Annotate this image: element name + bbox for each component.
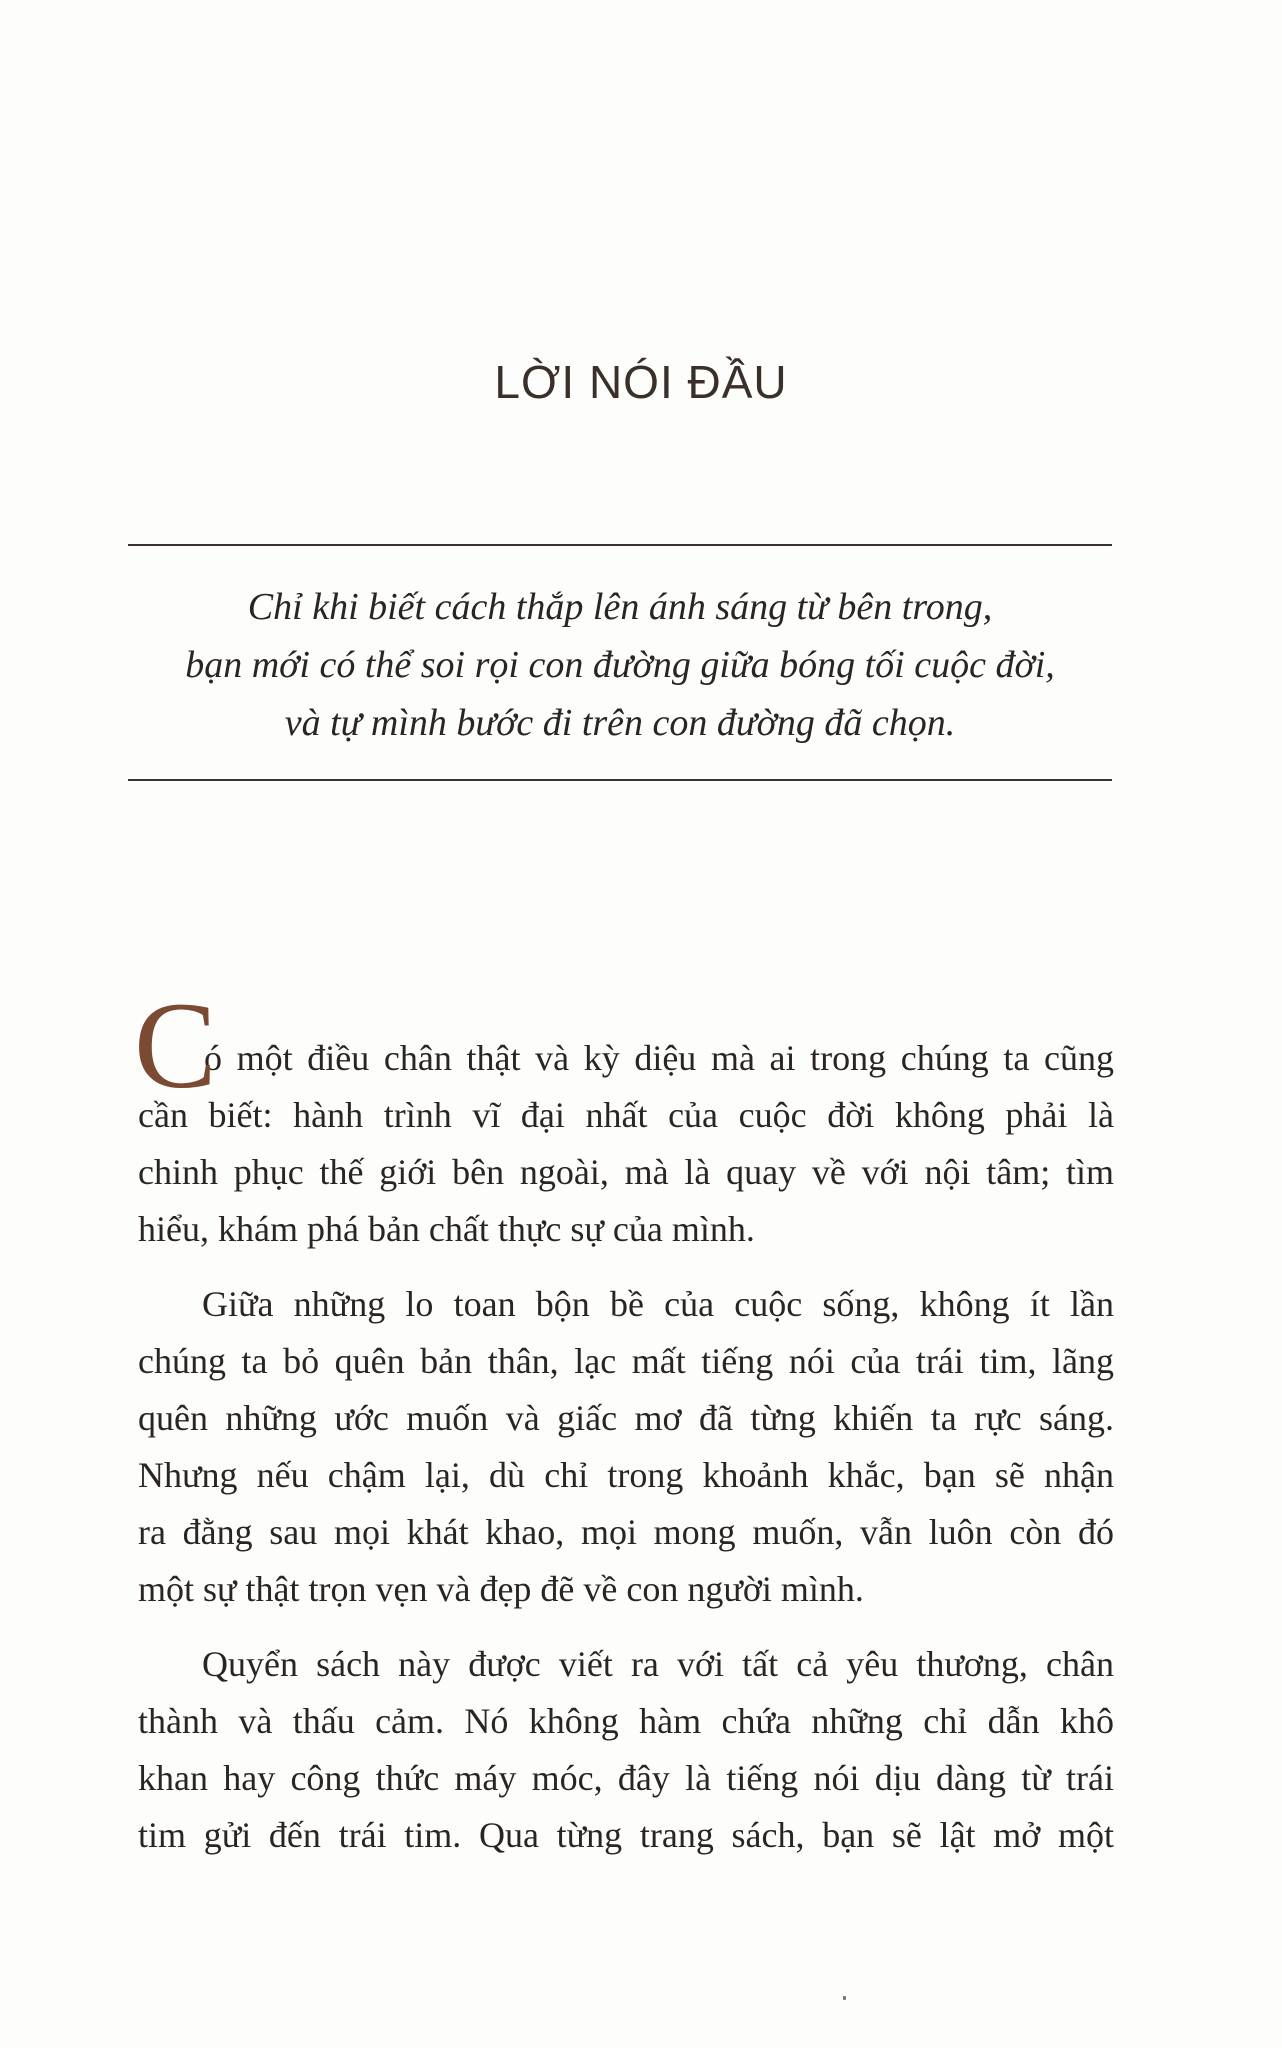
text-line: Nhưng nếu chậm lại, dù chỉ trong khoảnh khắc, bạn sẽ nhận — [138, 1455, 1114, 1495]
print-speck — [843, 1996, 846, 2000]
text-line: chúng ta bỏ quên bản thân, lạc mất tiếng nói của trái tim, lãng — [138, 1341, 1114, 1381]
chapter-title: LỜI NÓI ĐẦU — [494, 356, 788, 408]
text-line: chinh phục thế giới bên ngoài, mà là quay về với nội tâm; tìm — [138, 1152, 1114, 1192]
epigraph-line: Chỉ khi biết cách thắp lên ánh sáng từ bên trong, — [247, 586, 993, 628]
text-line: cần biết: hành trình vĩ đại nhất của cuộc đời không phải là — [138, 1095, 1114, 1135]
text-line: tim gửi đến trái tim. Qua từng trang sách, bạn sẽ lật mở một — [138, 1815, 1114, 1855]
drop-cap: C — [134, 977, 217, 1114]
text-line: Giữa những lo toan bộn bề của cuộc sống, không ít lần — [202, 1284, 1114, 1324]
text-line: thành và thấu cảm. Nó không hàm chứa những chỉ dẫn khô — [138, 1701, 1114, 1741]
epigraph-line: bạn mới có thể soi rọi con đường giữa bóng tối cuộc đời, — [185, 644, 1055, 686]
text-line: ra đằng sau mọi khát khao, mọi mong muốn, vẫn luôn còn đó — [138, 1512, 1114, 1552]
text-line: Quyển sách này được viết ra với tất cả yêu thương, chân — [202, 1644, 1114, 1684]
paragraph-3 — [138, 1636, 1114, 1864]
text-line: khan hay công thức máy móc, đây là tiếng nói dịu dàng từ trái — [138, 1758, 1114, 1798]
text-line: một sự thật trọn vẹn và đẹp đẽ về con người mình. — [138, 1569, 864, 1609]
text-line: hiểu, khám phá bản chất thực sự của mình. — [138, 1209, 755, 1249]
text-line: ó một điều chân thật và kỳ diệu mà ai trong chúng ta cũng — [204, 1038, 1114, 1078]
paragraph-1 — [134, 977, 1114, 1258]
epigraph-bottom-rule — [128, 779, 1112, 781]
epigraph-top-rule — [128, 544, 1112, 546]
text-line: quên những ước muốn và giấc mơ đã từng khiến ta rực sáng. — [138, 1398, 1114, 1438]
epigraph — [128, 578, 1112, 752]
body-text — [134, 977, 1114, 1882]
epigraph-line: và tự mình bước đi trên con đường đã chọn. — [284, 702, 956, 744]
paragraph-2 — [138, 1276, 1114, 1618]
